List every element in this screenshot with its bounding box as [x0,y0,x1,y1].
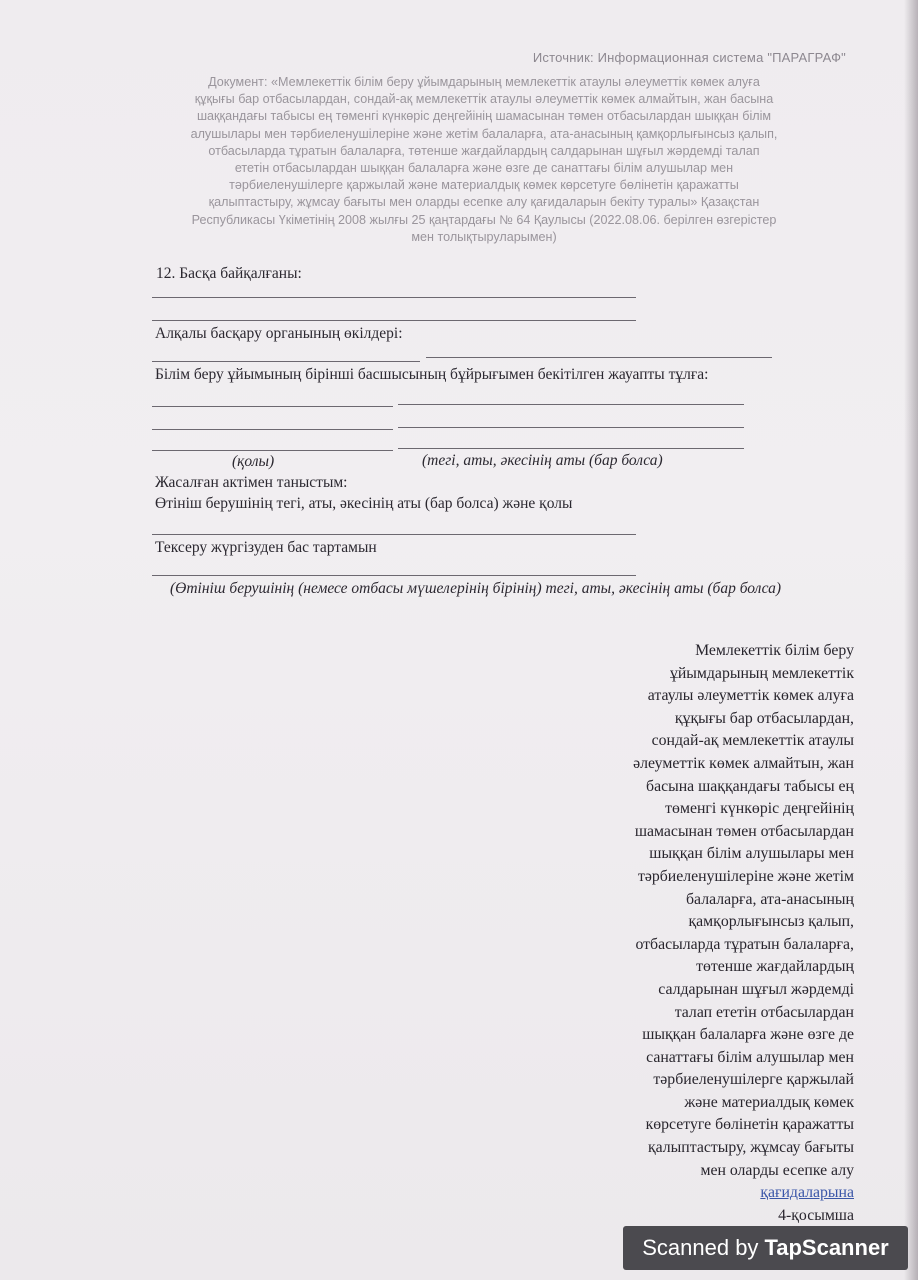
rules-link[interactable]: қағидаларына [760,1184,854,1202]
appendix-line: мен оларды есепке алу [700,1161,854,1179]
watermark-prefix: Scanned by [642,1235,759,1260]
appendix-line: сондай-ақ мемлекеттік атаулы [651,732,854,750]
header-line: мен толықтыруларымен) [411,229,557,244]
appendix-line: және материалдық көмек [684,1093,854,1111]
fill-line[interactable] [152,575,636,576]
appendix-line: шамасынан төмен отбасылардан [634,822,854,840]
name-line[interactable] [426,357,772,358]
appendix-line: атаулы әлеуметтік көмек алуға [647,687,854,705]
header-line: тәрбиеленушілерге қаржылай және материалдық көмек көрсетуге бөлінетін қаражатты [229,178,739,193]
appendix-line: санаттағы білім алушылар мен [646,1048,854,1066]
header-line: алушылары мен тәрбиеленушілеріне және жетім балаларға, ата-анасының қамқорлығынсыз қалып, [190,126,778,141]
page-edge-shadow [904,0,918,1280]
appendix-line: балаларға, ата-анасының [686,890,854,908]
council-label: Алқалы басқару органының өкілдері: [155,325,403,342]
appendix-line: отбасыларда тұратын балаларға, [635,935,854,953]
item-12-label: 12. Басқа байқалғаны: [156,265,302,282]
appendix-line: құқығы бар отбасылардан, [674,709,854,727]
header-line: ететін отбасылардан шыққан балаларға және өзге де санаттағы білім алушылар мен [234,161,734,176]
appendix-line: төменгі күнкөріс деңгейінің [665,800,854,818]
signature-line[interactable] [152,429,393,430]
appendix-number: 4-қосымша [778,1206,854,1224]
fill-line[interactable] [152,320,636,321]
signature-line[interactable] [152,406,393,407]
appendix-line: көрсетуге бөлінетін қаражатты [645,1116,854,1134]
header-line: қалыптастыру, жұмсау бағыты мен оларды есепке алу қағидаларын бекіту туралы» Қазақстан [208,195,760,210]
document-header [118,74,850,246]
refuse-label: Тексеру жүргізуден бас тартамын [155,539,377,556]
applicant-label: Өтініш берушінің тегі, аты, әкесінің аты (бар болса) және қолы [155,495,573,512]
appendix-line: әлеуметтік көмек алмайтын, жан [633,754,854,772]
fill-line[interactable] [152,297,636,298]
signature-line[interactable] [152,361,420,362]
appendix-block [633,640,854,1227]
source-line: Источник: Информационная система "ПАРАГРАФ" [532,50,846,65]
header-line: шаққандағы табысы ең төменгі күнкөріс деңгейінің шамасынан төмен отбасылардан шыққан білім [196,109,772,124]
header-line: құқығы бар отбасылардан, сондай-ақ мемлекеттік атаулы әлеуметтік көмек алмайтын, жан басына [194,92,774,107]
appendix-line: шыққан балаларға және өзге де [642,1026,854,1044]
header-line: Документ: «Мемлекеттік білім беру ұйымдарының мемлекеттік атаулы әлеуметтік көмек алуға [208,75,760,89]
appendix-line: шыққан білім алушылары мен [649,845,854,863]
name-line[interactable] [398,427,744,428]
appendix-line: қамқорлығынсыз қалып, [688,913,854,931]
acquainted-label: Жасалған актімен таныстым: [155,474,348,491]
name-caption: (тегі, аты, әкесінің аты (бар болса) [422,452,663,469]
appendix-line: басына шаққандағы табысы ең [646,777,854,795]
appendix-line: төтенше жағдайлардың [696,958,854,976]
fill-line[interactable] [152,534,636,535]
scanner-watermark [623,1226,908,1270]
header-line: отбасыларда тұратын балаларға, төтенше жағдайлардың салдарынан шұғыл жәрдемді талап [208,143,760,158]
appendix-line: тәрбиеленушілерге қаржылай [653,1071,854,1089]
responsible-label: Білім беру ұйымының бірінші басшысының бұйрығымен бекітілген жауапты тұлға: [155,366,709,383]
appendix-line: талап ететін отбасылардан [674,1003,854,1021]
signature-caption: (қолы) [232,453,275,470]
appendix-line: қалыптастыру, жұмсау бағыты [647,1139,854,1157]
name-line[interactable] [398,404,744,405]
header-line: Республикасы Үкіметінің 2008 жылғы 25 қаңтардағы № 64 Қаулысы (2022.08.06. берілген өзгерістер [191,212,777,227]
refuse-note: (Өтініш берушінің (немесе отбасы мүшелерінің бірінің) тегі, аты, әкесінің аты (бар болса) [170,580,782,597]
name-line[interactable] [398,448,744,449]
appendix-line: ұйымдарының мемлекеттік [669,664,854,682]
watermark-brand: TapScanner [764,1235,889,1260]
appendix-line: салдарынан шұғыл жәрдемді [658,980,854,998]
signature-line[interactable] [152,450,393,451]
appendix-line: тәрбиеленушілеріне және жетім [637,867,854,885]
appendix-line: Мемлекеттік білім беру [695,642,854,659]
